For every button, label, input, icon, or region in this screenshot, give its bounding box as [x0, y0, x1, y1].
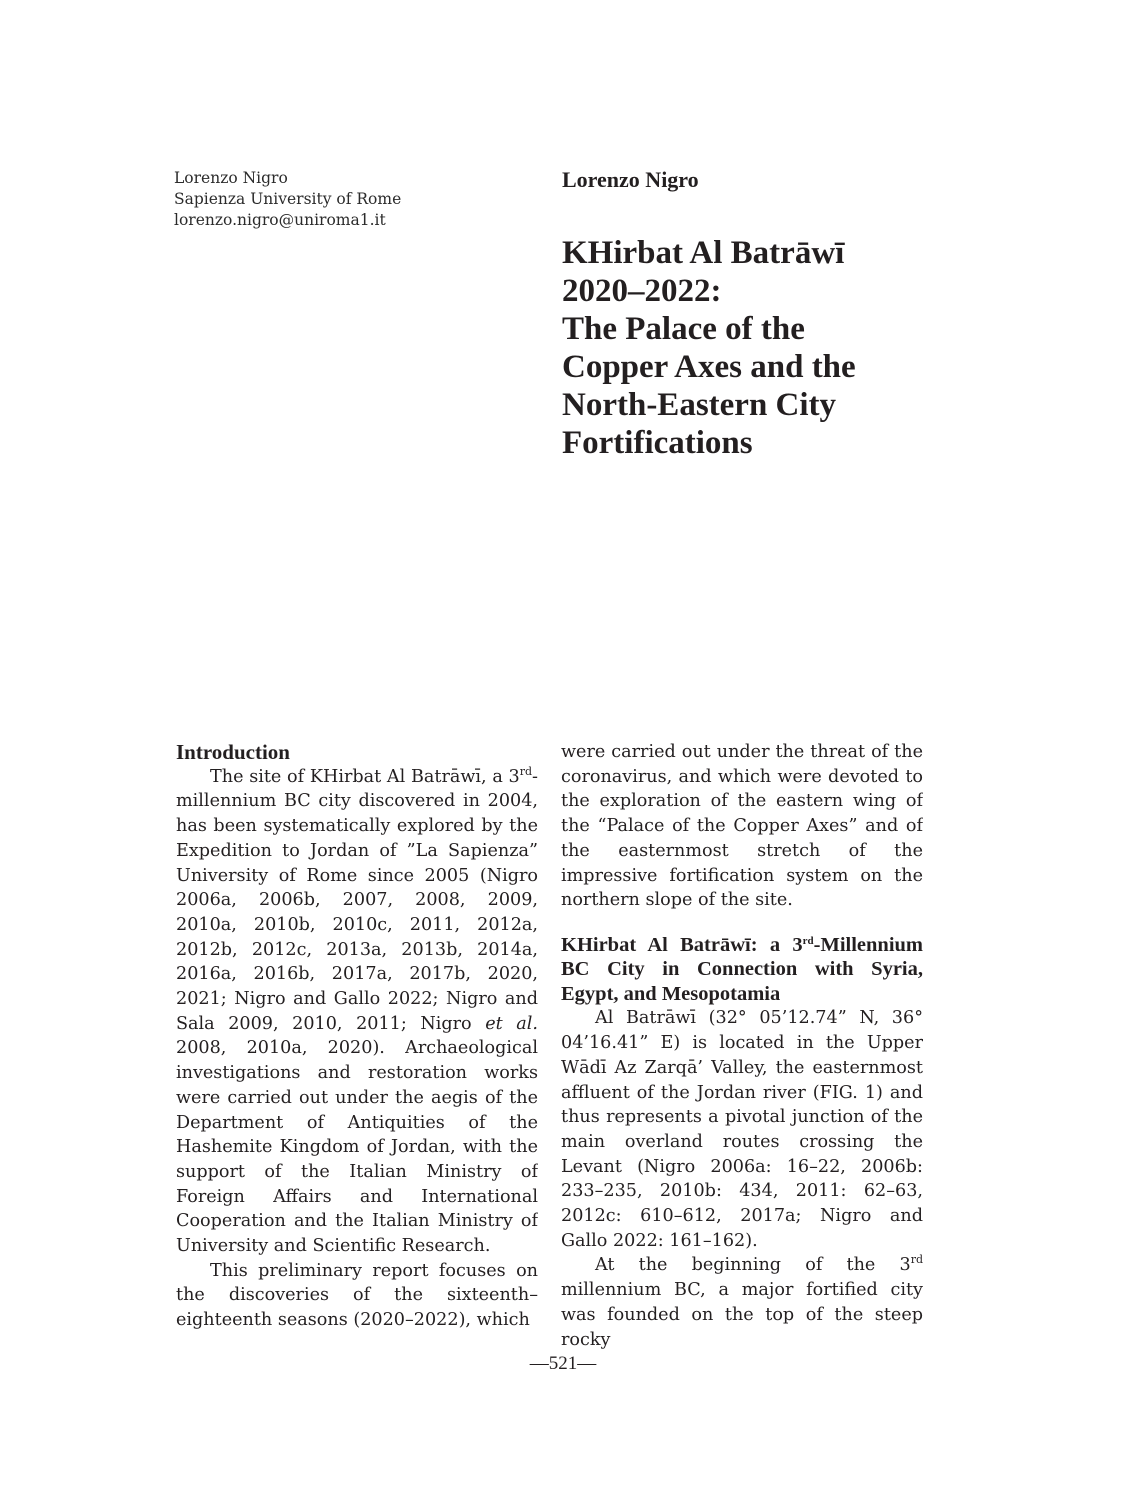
title-line: Copper Axes and the [562, 349, 856, 385]
superscript: rd [519, 764, 533, 778]
title-line: The Palace of the [562, 311, 805, 347]
superscript: rd [802, 934, 814, 947]
text-run: At the beginning of the 3 [595, 1255, 911, 1276]
superscript: rd [910, 1253, 923, 1267]
section-heading [561, 933, 923, 1007]
introduction-paragraph-2-continued: were carried out under the threat of the coronavirus, and which were devoted to the exploration of the eastern wing of the “Palace of the Copper Axes” and of the easternmost stretch of the impressive fortification system on the northern slope of the site. [561, 742, 923, 911]
introduction-paragraph-2: This preliminary report focuses on the discoveries of the sixteenth–eighteenth seasons (2020–2022), which [176, 1260, 538, 1331]
introduction-heading: Introduction [176, 740, 290, 764]
section-paragraph-1: Al Batrāwī (32° 05’12.74” N, 36° 04’16.41” E) is located in the Upper Wādī Az Zarqā’ Valley, the easternmost affluent of the Jordan river (FIG. 1) and thus represents a pivotal junction of the main overland routes crossing the Levant (Nigro 2006a: 16–22, 2006b: 233–235, 2010b: 434, 2011: 62–63, 2012c: 610–612, 2017a; Nigro and Gallo 2022: 161–162). [561, 1008, 923, 1251]
section-paragraph-2 [561, 1253, 923, 1352]
header-author: Lorenzo Nigro [562, 167, 699, 192]
text-run: 2008, 2010a, 2020). Archaeological investigations and restoration works were carried out under the aegis of the Department of Antiquities of the Hashemite Kingdom of Jordan, with the support of the Italian Ministry of Foreign Affairs and International Cooperation and the Italian Ministry of University and Scientific Research. [176, 1038, 538, 1257]
title-line: KHirbat Al Batrāwī [562, 235, 845, 271]
article-title [562, 234, 942, 462]
page-number: —521— [529, 1353, 597, 1374]
author-name: Lorenzo Nigro [174, 169, 288, 187]
title-line: Fortifications [562, 425, 753, 461]
text-run: -millennium BC city discovered in 2004, has been systematically explored by the Expedition to Jordan of ”La Sapienza” University of Rome since 2005 (Nigro 2006a, 2006b, 2007, 2008, 2009, 2010a, 2010b, 2010c, 2011, 2012a, 2012b, 2012c, 2013a, 2013b, 2014a, 2016a, 2016b, 2017a, 2017b, 2020, 2021; Nigro and Gallo 2022; Nigro and Sala 2009, 2010, 2011; Nigro [176, 766, 538, 1034]
right-column [561, 740, 923, 1352]
introduction-paragraph-1 [176, 765, 538, 1259]
text-run: millennium BC, a major fortified city was founded on the top of the steep rocky [561, 1280, 923, 1350]
italic-text: et al. [485, 1013, 538, 1034]
author-email: lorenzo.nigro@uniroma1.it [174, 211, 386, 229]
text-run: -Millennium BC City in Connection with Syria, Egypt, and Mesopotamia [561, 933, 923, 1005]
author-affiliation-block [174, 168, 494, 231]
title-line: 2020–2022: [562, 273, 722, 309]
text-run: The site of KHirbat Al Batrāwī, a 3 [210, 766, 520, 787]
left-column [176, 740, 538, 1333]
author-affiliation: Sapienza University of Rome [174, 190, 402, 208]
text-run: KHirbat Al Batrāwī: a 3 [561, 933, 803, 956]
title-line: North-Eastern City [562, 387, 837, 423]
